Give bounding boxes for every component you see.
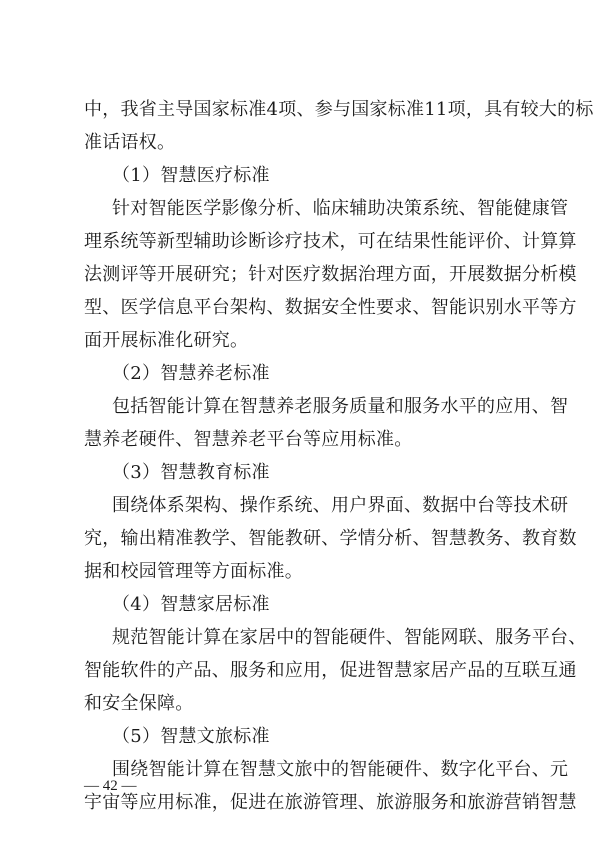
- section-heading-education: （3）智慧教育标准: [112, 462, 270, 483]
- section-body-line: 宇宙等应用标准，促进在旅游管理、旅游服务和旅游营销智慧: [84, 792, 577, 813]
- page-number: — 42 —: [84, 778, 137, 794]
- section-body-line: 慧养老硬件、智慧养老平台等应用标准。: [84, 429, 413, 450]
- section-body-line: 法测评等开展研究；针对医疗数据治理方面，开展数据分析模: [84, 264, 577, 285]
- section-body-line: 针对智能医学影像分析、临床辅助决策系统、智能健康管: [112, 198, 569, 219]
- section-body-line: 型、医学信息平台架构、数据安全性要求、智能识别水平等方: [84, 297, 577, 318]
- section-body-line: 理系统等新型辅助诊断诊疗技术，可在结果性能评价、计算算: [84, 231, 577, 252]
- section-body-line: 围绕智能计算在智慧文旅中的智能硬件、数字化平台、元: [112, 759, 569, 780]
- section-body-line: 和安全保障。: [84, 693, 194, 714]
- section-heading-medical: （1）智慧医疗标准: [112, 165, 270, 186]
- section-body-line: 包括智能计算在智慧养老服务质量和服务水平的应用、智: [112, 396, 569, 417]
- section-body-line: 面开展标准化研究。: [84, 330, 249, 351]
- intro-line-2: 准话语权。: [84, 132, 176, 153]
- section-heading-culture-tourism: （5）智慧文旅标准: [112, 726, 270, 747]
- section-body-line: 据和校园管理等方面标准。: [84, 561, 303, 582]
- section-body-line: 围绕体系架构、操作系统、用户界面、数据中台等技术研: [112, 495, 569, 516]
- section-heading-home: （4）智慧家居标准: [112, 594, 270, 615]
- intro-line-1: 中，我省主导国家标准4项、参与国家标准11项，具有较大的标: [84, 99, 594, 120]
- section-body-line: 究，输出精准教学、智能教研、学情分析、智慧教务、教育数: [84, 528, 577, 549]
- section-heading-elderly-care: （2）智慧养老标准: [112, 363, 270, 384]
- section-body-line: 规范智能计算在家居中的智能硬件、智能网联、服务平台、: [112, 627, 587, 648]
- section-body-line: 智能软件的产品、服务和应用，促进智慧家居产品的互联互通: [84, 660, 577, 681]
